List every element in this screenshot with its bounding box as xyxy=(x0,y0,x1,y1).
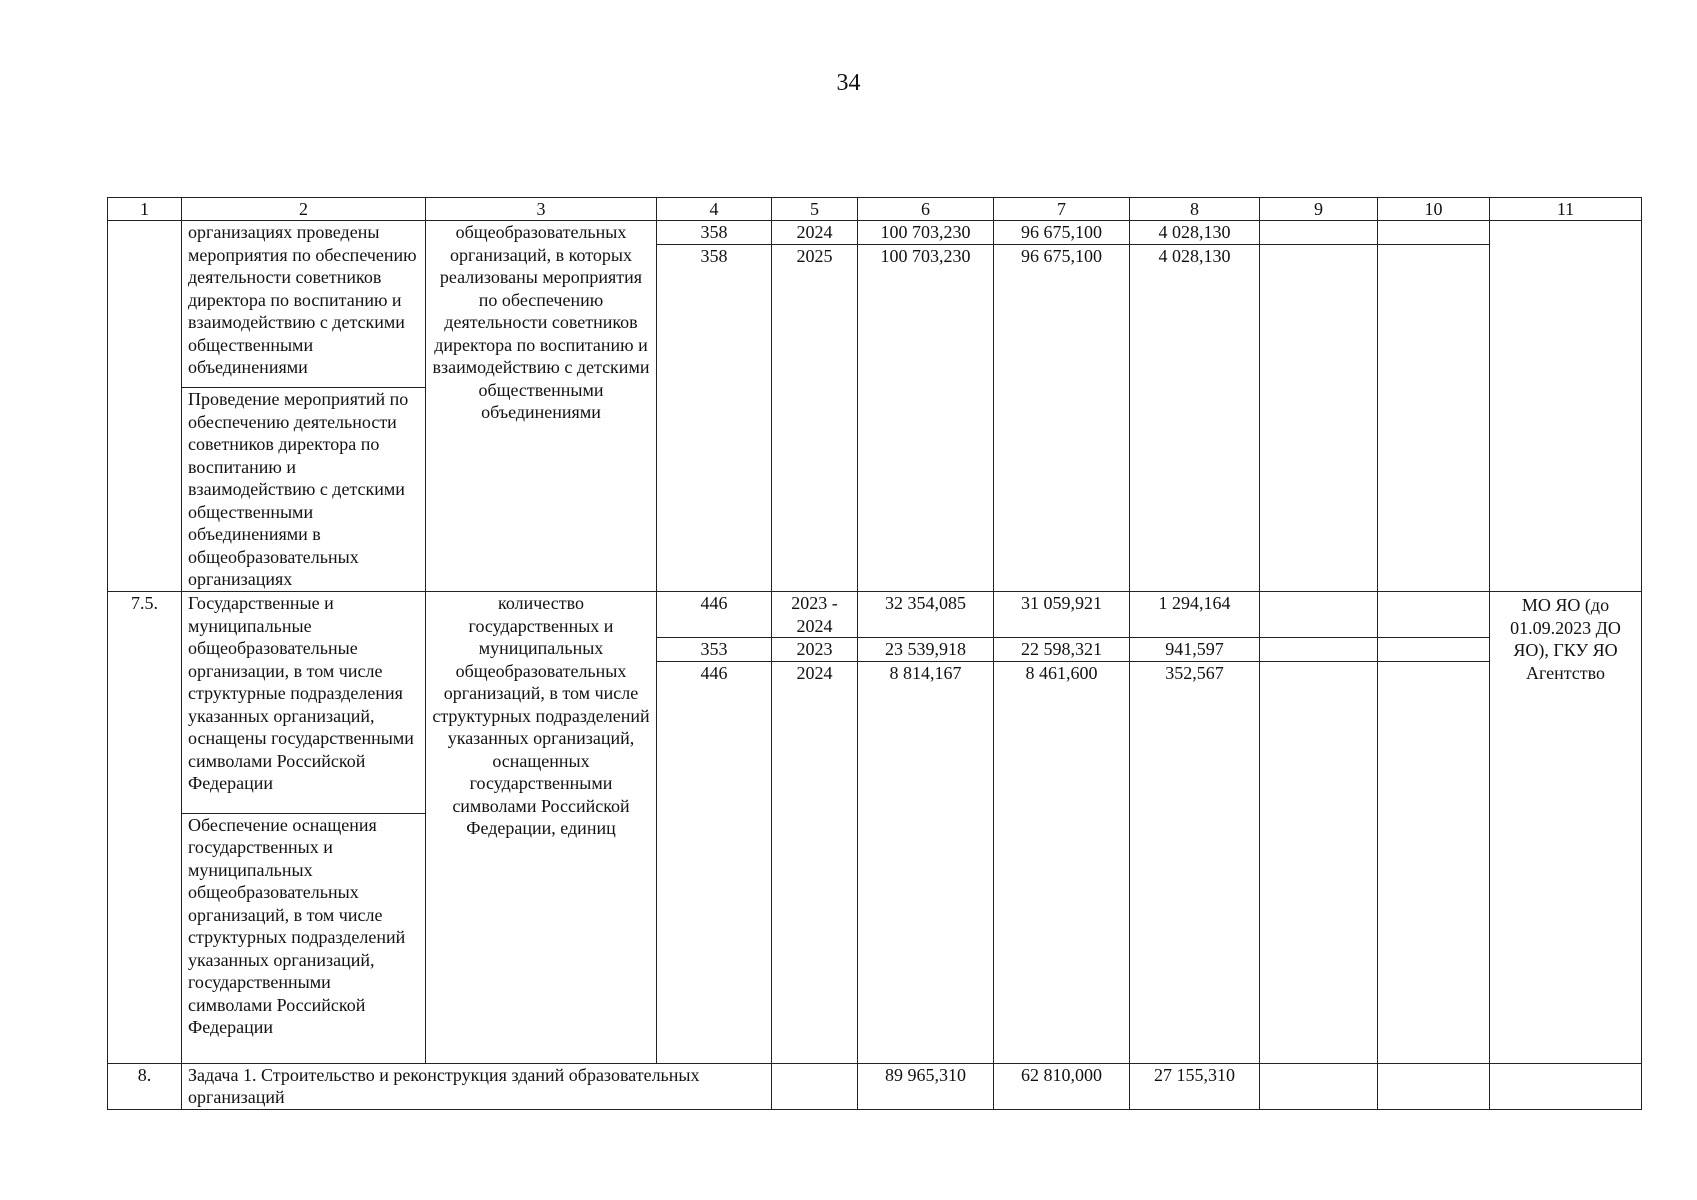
event-description: Обеспечение оснащения государственных и муниципальных общеобразовательных организаций, в том числе структурных подразделений указанных организаций, государственными символами Российской Федерации xyxy=(182,813,426,1063)
empty-cell xyxy=(1260,592,1378,638)
table-header-row xyxy=(108,198,1642,221)
indicator-value: 358 xyxy=(657,245,772,592)
row-number-cell: 7.5. xyxy=(108,592,182,1064)
federal-amount: 8 461,600 xyxy=(994,661,1130,1063)
year-cell: 2025 xyxy=(772,245,858,592)
year-cell: 2024 xyxy=(772,221,858,245)
header-cell: 10 xyxy=(1378,198,1490,221)
result-description: Государственные и муниципальные общеобразовательные организации, в том числе структурные подразделения указанных организаций, оснащены государственными символами Российской Федерации xyxy=(182,592,426,814)
empty-cell xyxy=(1378,592,1490,638)
empty-cell xyxy=(1378,221,1490,245)
task-title: Задача 1. Строительство и реконструкция зданий образовательных организаций xyxy=(182,1063,772,1109)
regional-amount: 941,597 xyxy=(1130,638,1260,662)
empty-cell xyxy=(1260,221,1378,245)
header-cell: 9 xyxy=(1260,198,1378,221)
program-table xyxy=(107,197,1642,1110)
result-description: организациях проведены мероприятия по обеспечению деятельности советников директора по воспитанию и взаимодействию с детскими общественными объединениями xyxy=(182,221,426,388)
header-cell: 6 xyxy=(858,198,994,221)
total-amount: 8 814,167 xyxy=(858,661,994,1063)
federal-amount: 96 675,100 xyxy=(994,245,1130,592)
indicator-value: 353 xyxy=(657,638,772,662)
empty-cell xyxy=(1260,245,1378,592)
header-cell: 8 xyxy=(1130,198,1260,221)
regional-amount: 352,567 xyxy=(1130,661,1260,1063)
indicator-value: 446 xyxy=(657,661,772,1063)
header-cell: 4 xyxy=(657,198,772,221)
indicator-value: 446 xyxy=(657,592,772,638)
federal-amount: 31 059,921 xyxy=(994,592,1130,638)
total-amount: 89 965,310 xyxy=(858,1063,994,1109)
indicator-value: 358 xyxy=(657,221,772,245)
indicator-description: общеобразовательных организаций, в которых реализованы мероприятия по обеспечению деятельности советников директора по воспитанию и взаимодействию с детскими общественными объединениями xyxy=(426,221,657,592)
empty-cell xyxy=(1378,661,1490,1063)
header-cell: 7 xyxy=(994,198,1130,221)
table-row xyxy=(108,592,1642,638)
federal-amount: 22 598,321 xyxy=(994,638,1130,662)
indicator-description: количество государственных и муниципальных общеобразовательных организаций, в том числе структурных подразделений указанных организаций, оснащенных государственными символами Российской Федерации, единиц xyxy=(426,592,657,1064)
table-row xyxy=(108,1063,1642,1109)
event-description: Проведение мероприятий по обеспечению деятельности советников директора по воспитанию и взаимодействию с детскими общественными объединениями в общеобразовательных организациях xyxy=(182,388,426,592)
federal-amount: 62 810,000 xyxy=(994,1063,1130,1109)
empty-cell xyxy=(1260,638,1378,662)
header-cell: 3 xyxy=(426,198,657,221)
regional-amount: 27 155,310 xyxy=(1130,1063,1260,1109)
regional-amount: 1 294,164 xyxy=(1130,592,1260,638)
year-cell: 2023 xyxy=(772,638,858,662)
regional-amount: 4 028,130 xyxy=(1130,245,1260,592)
row-number-cell: 8. xyxy=(108,1063,182,1109)
row-number-cell xyxy=(108,221,182,592)
empty-cell xyxy=(1260,1063,1378,1109)
header-cell: 1 xyxy=(108,198,182,221)
header-cell: 2 xyxy=(182,198,426,221)
federal-amount: 96 675,100 xyxy=(994,221,1130,245)
executor-cell xyxy=(1490,221,1642,592)
total-amount: 32 354,085 xyxy=(858,592,994,638)
empty-cell xyxy=(1378,1063,1490,1109)
year-cell: 2023 - 2024 xyxy=(772,592,858,638)
year-cell: 2024 xyxy=(772,661,858,1063)
total-amount: 100 703,230 xyxy=(858,245,994,592)
header-cell: 5 xyxy=(772,198,858,221)
empty-cell xyxy=(1378,245,1490,592)
empty-cell xyxy=(1378,638,1490,662)
executor-cell: МО ЯО (до 01.09.2023 ДО ЯО), ГКУ ЯО Агентство xyxy=(1490,592,1642,1064)
page-number: 34 xyxy=(836,70,861,96)
total-amount: 100 703,230 xyxy=(858,221,994,245)
total-amount: 23 539,918 xyxy=(858,638,994,662)
empty-cell xyxy=(1490,1063,1642,1109)
empty-cell xyxy=(772,1063,858,1109)
header-cell: 11 xyxy=(1490,198,1642,221)
empty-cell xyxy=(1260,661,1378,1063)
table-row xyxy=(108,221,1642,245)
regional-amount: 4 028,130 xyxy=(1130,221,1260,245)
